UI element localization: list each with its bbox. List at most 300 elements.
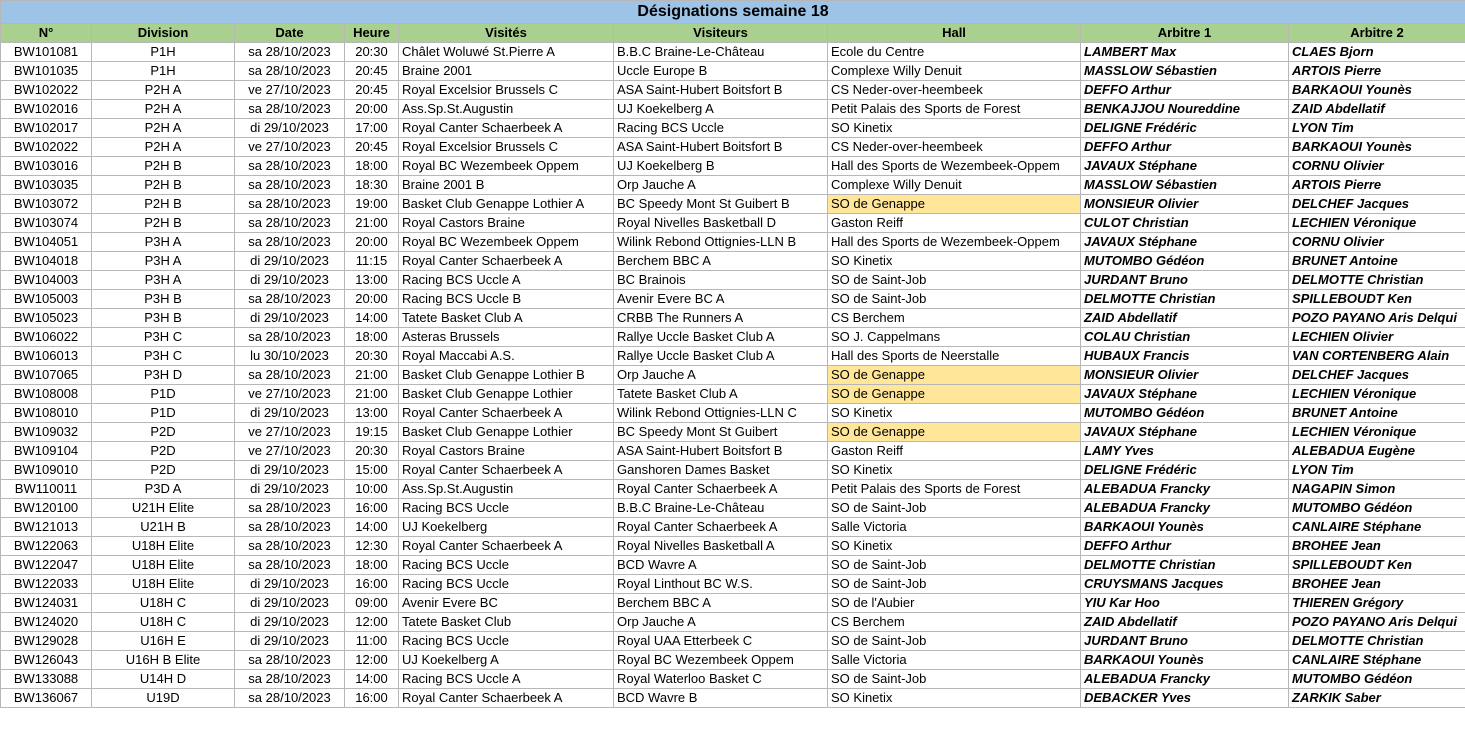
- cell-time[interactable]: 15:00: [345, 461, 399, 480]
- cell-ref2[interactable]: ALEBADUA Eugène: [1289, 442, 1465, 461]
- cell-date[interactable]: sa 28/10/2023: [235, 195, 345, 214]
- cell-time[interactable]: 16:00: [345, 575, 399, 594]
- cell-away[interactable]: Royal Nivelles Basketball D: [614, 214, 828, 233]
- cell-ref1[interactable]: MASSLOW Sébastien: [1081, 62, 1289, 81]
- cell-ref2[interactable]: DELCHEF Jacques: [1289, 366, 1465, 385]
- cell-away[interactable]: BC Brainois: [614, 271, 828, 290]
- cell-num[interactable]: BW122033: [1, 575, 92, 594]
- cell-time[interactable]: 10:00: [345, 480, 399, 499]
- cell-num[interactable]: BW121013: [1, 518, 92, 537]
- cell-date[interactable]: di 29/10/2023: [235, 461, 345, 480]
- cell-hall[interactable]: SO de Saint-Job: [828, 575, 1081, 594]
- cell-date[interactable]: sa 28/10/2023: [235, 290, 345, 309]
- cell-division[interactable]: P3H A: [92, 252, 235, 271]
- cell-division[interactable]: P3H A: [92, 233, 235, 252]
- cell-division[interactable]: P3H C: [92, 328, 235, 347]
- cell-ref1[interactable]: DELMOTTE Christian: [1081, 290, 1289, 309]
- cell-ref2[interactable]: ZAID Abdellatif: [1289, 100, 1465, 119]
- cell-time[interactable]: 21:00: [345, 214, 399, 233]
- cell-num[interactable]: BW103072: [1, 195, 92, 214]
- cell-hall[interactable]: SO de Saint-Job: [828, 670, 1081, 689]
- cell-ref2[interactable]: DELMOTTE Christian: [1289, 271, 1465, 290]
- cell-date[interactable]: sa 28/10/2023: [235, 366, 345, 385]
- cell-num[interactable]: BW122047: [1, 556, 92, 575]
- cell-home[interactable]: Royal BC Wezembeek Oppem: [399, 233, 614, 252]
- cell-ref2[interactable]: BRUNET Antoine: [1289, 252, 1465, 271]
- cell-home[interactable]: Châlet Woluwé St.Pierre A: [399, 43, 614, 62]
- cell-ref2[interactable]: DELCHEF Jacques: [1289, 195, 1465, 214]
- cell-ref1[interactable]: COLAU Christian: [1081, 328, 1289, 347]
- cell-ref2[interactable]: POZO PAYANO Aris Delqui: [1289, 309, 1465, 328]
- cell-hall[interactable]: SO de l'Aubier: [828, 594, 1081, 613]
- cell-ref1[interactable]: DEFFO Arthur: [1081, 138, 1289, 157]
- cell-date[interactable]: sa 28/10/2023: [235, 328, 345, 347]
- cell-hall[interactable]: SO de Genappe: [828, 366, 1081, 385]
- cell-time[interactable]: 21:00: [345, 385, 399, 404]
- cell-date[interactable]: sa 28/10/2023: [235, 499, 345, 518]
- cell-num[interactable]: BW102022: [1, 81, 92, 100]
- cell-away[interactable]: BC Speedy Mont St Guibert B: [614, 195, 828, 214]
- cell-ref1[interactable]: ALEBADUA Francky: [1081, 670, 1289, 689]
- cell-ref2[interactable]: MUTOMBO Gédéon: [1289, 499, 1465, 518]
- cell-ref2[interactable]: BROHEE Jean: [1289, 575, 1465, 594]
- cell-ref2[interactable]: SPILLEBOUDT Ken: [1289, 290, 1465, 309]
- cell-ref1[interactable]: BARKAOUI Younès: [1081, 651, 1289, 670]
- cell-time[interactable]: 20:30: [345, 347, 399, 366]
- cell-time[interactable]: 12:00: [345, 651, 399, 670]
- cell-division[interactable]: U21H B: [92, 518, 235, 537]
- cell-ref2[interactable]: CORNU Olivier: [1289, 233, 1465, 252]
- cell-home[interactable]: Royal Canter Schaerbeek A: [399, 252, 614, 271]
- cell-num[interactable]: BW124031: [1, 594, 92, 613]
- cell-hall[interactable]: SO J. Cappelmans: [828, 328, 1081, 347]
- cell-date[interactable]: sa 28/10/2023: [235, 670, 345, 689]
- cell-away[interactable]: Tatete Basket Club A: [614, 385, 828, 404]
- cell-time[interactable]: 12:00: [345, 613, 399, 632]
- cell-away[interactable]: Orp Jauche A: [614, 366, 828, 385]
- cell-hall[interactable]: SO Kinetix: [828, 537, 1081, 556]
- cell-ref2[interactable]: LYON Tim: [1289, 461, 1465, 480]
- cell-away[interactable]: Royal Waterloo Basket C: [614, 670, 828, 689]
- cell-ref2[interactable]: ZARKIK Saber: [1289, 689, 1465, 708]
- cell-hall[interactable]: Petit Palais des Sports de Forest: [828, 100, 1081, 119]
- cell-away[interactable]: Rallye Uccle Basket Club A: [614, 347, 828, 366]
- cell-home[interactable]: Tatete Basket Club: [399, 613, 614, 632]
- cell-away[interactable]: Racing BCS Uccle: [614, 119, 828, 138]
- cell-time[interactable]: 16:00: [345, 499, 399, 518]
- cell-date[interactable]: lu 30/10/2023: [235, 347, 345, 366]
- cell-away[interactable]: Orp Jauche A: [614, 613, 828, 632]
- cell-hall[interactable]: Petit Palais des Sports de Forest: [828, 480, 1081, 499]
- cell-home[interactable]: Racing BCS Uccle: [399, 575, 614, 594]
- cell-division[interactable]: P1H: [92, 43, 235, 62]
- cell-time[interactable]: 19:15: [345, 423, 399, 442]
- cell-division[interactable]: U18H Elite: [92, 556, 235, 575]
- cell-hall[interactable]: SO Kinetix: [828, 252, 1081, 271]
- cell-ref1[interactable]: JAVAUX Stéphane: [1081, 157, 1289, 176]
- cell-num[interactable]: BW104003: [1, 271, 92, 290]
- cell-date[interactable]: sa 28/10/2023: [235, 157, 345, 176]
- cell-away[interactable]: Berchem BBC A: [614, 252, 828, 271]
- cell-num[interactable]: BW107065: [1, 366, 92, 385]
- cell-time[interactable]: 20:45: [345, 62, 399, 81]
- cell-ref1[interactable]: JAVAUX Stéphane: [1081, 233, 1289, 252]
- cell-ref1[interactable]: LAMY Yves: [1081, 442, 1289, 461]
- cell-away[interactable]: Royal UAA Etterbeek C: [614, 632, 828, 651]
- cell-home[interactable]: Ass.Sp.St.Augustin: [399, 100, 614, 119]
- cell-date[interactable]: di 29/10/2023: [235, 404, 345, 423]
- cell-date[interactable]: di 29/10/2023: [235, 575, 345, 594]
- cell-hall[interactable]: SO de Saint-Job: [828, 632, 1081, 651]
- header-home[interactable]: Visités: [399, 24, 614, 43]
- cell-division[interactable]: U18H C: [92, 613, 235, 632]
- cell-date[interactable]: sa 28/10/2023: [235, 62, 345, 81]
- cell-away[interactable]: Wilink Rebond Ottignies-LLN B: [614, 233, 828, 252]
- cell-away[interactable]: Royal Canter Schaerbeek A: [614, 480, 828, 499]
- cell-home[interactable]: Royal Excelsior Brussels C: [399, 138, 614, 157]
- cell-ref2[interactable]: NAGAPIN Simon: [1289, 480, 1465, 499]
- cell-ref2[interactable]: BARKAOUI Younès: [1289, 81, 1465, 100]
- cell-home[interactable]: Royal Canter Schaerbeek A: [399, 119, 614, 138]
- cell-division[interactable]: U19D: [92, 689, 235, 708]
- cell-time[interactable]: 19:00: [345, 195, 399, 214]
- cell-time[interactable]: 21:00: [345, 366, 399, 385]
- cell-ref2[interactable]: BROHEE Jean: [1289, 537, 1465, 556]
- cell-ref1[interactable]: DEFFO Arthur: [1081, 537, 1289, 556]
- cell-hall[interactable]: Hall des Sports de Neerstalle: [828, 347, 1081, 366]
- cell-hall[interactable]: CS Neder-over-heembeek: [828, 138, 1081, 157]
- cell-time[interactable]: 11:15: [345, 252, 399, 271]
- cell-division[interactable]: P1D: [92, 385, 235, 404]
- cell-time[interactable]: 13:00: [345, 271, 399, 290]
- cell-away[interactable]: BC Speedy Mont St Guibert: [614, 423, 828, 442]
- cell-num[interactable]: BW103016: [1, 157, 92, 176]
- cell-ref2[interactable]: SPILLEBOUDT Ken: [1289, 556, 1465, 575]
- cell-date[interactable]: sa 28/10/2023: [235, 537, 345, 556]
- cell-ref2[interactable]: DELMOTTE Christian: [1289, 632, 1465, 651]
- cell-home[interactable]: Racing BCS Uccle B: [399, 290, 614, 309]
- cell-time[interactable]: 16:00: [345, 689, 399, 708]
- header-ref2[interactable]: Arbitre 2: [1289, 24, 1465, 43]
- cell-num[interactable]: BW110011: [1, 480, 92, 499]
- cell-away[interactable]: Royal Canter Schaerbeek A: [614, 518, 828, 537]
- cell-ref1[interactable]: LAMBERT Max: [1081, 43, 1289, 62]
- cell-date[interactable]: di 29/10/2023: [235, 480, 345, 499]
- cell-date[interactable]: di 29/10/2023: [235, 271, 345, 290]
- cell-time[interactable]: 18:00: [345, 157, 399, 176]
- cell-division[interactable]: P2H B: [92, 195, 235, 214]
- cell-ref1[interactable]: DEBACKER Yves: [1081, 689, 1289, 708]
- cell-away[interactable]: Orp Jauche A: [614, 176, 828, 195]
- cell-num[interactable]: BW109010: [1, 461, 92, 480]
- cell-hall[interactable]: Hall des Sports de Wezembeek-Oppem: [828, 233, 1081, 252]
- cell-home[interactable]: Racing BCS Uccle: [399, 499, 614, 518]
- cell-ref2[interactable]: POZO PAYANO Aris Delqui: [1289, 613, 1465, 632]
- cell-date[interactable]: ve 27/10/2023: [235, 423, 345, 442]
- cell-ref1[interactable]: JAVAUX Stéphane: [1081, 423, 1289, 442]
- cell-ref1[interactable]: JURDANT Bruno: [1081, 271, 1289, 290]
- cell-division[interactable]: P2D: [92, 423, 235, 442]
- cell-time[interactable]: 18:30: [345, 176, 399, 195]
- cell-time[interactable]: 18:00: [345, 556, 399, 575]
- header-ref1[interactable]: Arbitre 1: [1081, 24, 1289, 43]
- cell-num[interactable]: BW136067: [1, 689, 92, 708]
- cell-away[interactable]: CRBB The Runners A: [614, 309, 828, 328]
- cell-num[interactable]: BW105003: [1, 290, 92, 309]
- header-date[interactable]: Date: [235, 24, 345, 43]
- cell-division[interactable]: U18H Elite: [92, 575, 235, 594]
- cell-num[interactable]: BW105023: [1, 309, 92, 328]
- cell-date[interactable]: ve 27/10/2023: [235, 385, 345, 404]
- cell-num[interactable]: BW124020: [1, 613, 92, 632]
- cell-ref2[interactable]: LECHIEN Véronique: [1289, 423, 1465, 442]
- cell-ref2[interactable]: CANLAIRE Stéphane: [1289, 651, 1465, 670]
- cell-hall[interactable]: SO de Saint-Job: [828, 271, 1081, 290]
- cell-away[interactable]: Wilink Rebond Ottignies-LLN C: [614, 404, 828, 423]
- cell-away[interactable]: ASA Saint-Hubert Boitsfort B: [614, 442, 828, 461]
- cell-division[interactable]: P3H B: [92, 290, 235, 309]
- cell-hall[interactable]: SO de Genappe: [828, 423, 1081, 442]
- cell-home[interactable]: Basket Club Genappe Lothier B: [399, 366, 614, 385]
- cell-hall[interactable]: Gaston Reiff: [828, 214, 1081, 233]
- cell-division[interactable]: P3H D: [92, 366, 235, 385]
- cell-num[interactable]: BW106013: [1, 347, 92, 366]
- cell-hall[interactable]: SO de Genappe: [828, 385, 1081, 404]
- cell-away[interactable]: BCD Wavre B: [614, 689, 828, 708]
- cell-hall[interactable]: SO Kinetix: [828, 404, 1081, 423]
- cell-ref2[interactable]: BARKAOUI Younès: [1289, 138, 1465, 157]
- cell-division[interactable]: U16H E: [92, 632, 235, 651]
- cell-home[interactable]: Racing BCS Uccle: [399, 556, 614, 575]
- cell-ref1[interactable]: DEFFO Arthur: [1081, 81, 1289, 100]
- cell-away[interactable]: B.B.C Braine-Le-Château: [614, 43, 828, 62]
- cell-home[interactable]: Royal BC Wezembeek Oppem: [399, 157, 614, 176]
- cell-hall[interactable]: Salle Victoria: [828, 651, 1081, 670]
- cell-date[interactable]: di 29/10/2023: [235, 594, 345, 613]
- cell-home[interactable]: Braine 2001: [399, 62, 614, 81]
- cell-home[interactable]: Royal Canter Schaerbeek A: [399, 461, 614, 480]
- cell-home[interactable]: Royal Canter Schaerbeek A: [399, 537, 614, 556]
- cell-date[interactable]: di 29/10/2023: [235, 119, 345, 138]
- cell-ref2[interactable]: CLAES Bjorn: [1289, 43, 1465, 62]
- cell-ref1[interactable]: DELIGNE Frédéric: [1081, 461, 1289, 480]
- cell-num[interactable]: BW103074: [1, 214, 92, 233]
- cell-away[interactable]: Ganshoren Dames Basket: [614, 461, 828, 480]
- cell-time[interactable]: 20:00: [345, 100, 399, 119]
- cell-division[interactable]: U18H C: [92, 594, 235, 613]
- cell-away[interactable]: ASA Saint-Hubert Boitsfort B: [614, 81, 828, 100]
- cell-home[interactable]: Royal Maccabi A.S.: [399, 347, 614, 366]
- cell-ref1[interactable]: DELIGNE Frédéric: [1081, 119, 1289, 138]
- cell-ref1[interactable]: MUTOMBO Gédéon: [1081, 404, 1289, 423]
- cell-num[interactable]: BW101035: [1, 62, 92, 81]
- sheet-title[interactable]: Désignations semaine 18: [1, 1, 1465, 24]
- cell-division[interactable]: P2H B: [92, 176, 235, 195]
- cell-ref2[interactable]: ARTOIS Pierre: [1289, 62, 1465, 81]
- cell-hall[interactable]: Gaston Reiff: [828, 442, 1081, 461]
- cell-num[interactable]: BW122063: [1, 537, 92, 556]
- cell-time[interactable]: 20:30: [345, 43, 399, 62]
- cell-num[interactable]: BW104018: [1, 252, 92, 271]
- cell-ref1[interactable]: CRUYSMANS Jacques: [1081, 575, 1289, 594]
- cell-home[interactable]: Asteras Brussels: [399, 328, 614, 347]
- cell-time[interactable]: 18:00: [345, 328, 399, 347]
- cell-time[interactable]: 14:00: [345, 518, 399, 537]
- cell-num[interactable]: BW101081: [1, 43, 92, 62]
- cell-ref1[interactable]: YIU Kar Hoo: [1081, 594, 1289, 613]
- cell-num[interactable]: BW102016: [1, 100, 92, 119]
- cell-division[interactable]: U18H Elite: [92, 537, 235, 556]
- cell-home[interactable]: Braine 2001 B: [399, 176, 614, 195]
- cell-hall[interactable]: SO de Saint-Job: [828, 499, 1081, 518]
- cell-ref1[interactable]: HUBAUX Francis: [1081, 347, 1289, 366]
- cell-home[interactable]: Racing BCS Uccle A: [399, 271, 614, 290]
- cell-away[interactable]: Berchem BBC A: [614, 594, 828, 613]
- cell-num[interactable]: BW106022: [1, 328, 92, 347]
- cell-time[interactable]: 20:00: [345, 233, 399, 252]
- cell-hall[interactable]: Complexe Willy Denuit: [828, 176, 1081, 195]
- cell-away[interactable]: ASA Saint-Hubert Boitsfort B: [614, 138, 828, 157]
- cell-away[interactable]: B.B.C Braine-Le-Château: [614, 499, 828, 518]
- header-division[interactable]: Division: [92, 24, 235, 43]
- cell-division[interactable]: P2D: [92, 442, 235, 461]
- cell-date[interactable]: di 29/10/2023: [235, 309, 345, 328]
- cell-division[interactable]: P2H B: [92, 214, 235, 233]
- cell-ref1[interactable]: MONSIEUR Olivier: [1081, 366, 1289, 385]
- cell-date[interactable]: sa 28/10/2023: [235, 689, 345, 708]
- cell-time[interactable]: 09:00: [345, 594, 399, 613]
- cell-ref2[interactable]: LECHIEN Olivier: [1289, 328, 1465, 347]
- cell-date[interactable]: sa 28/10/2023: [235, 43, 345, 62]
- cell-away[interactable]: Uccle Europe B: [614, 62, 828, 81]
- cell-ref1[interactable]: ZAID Abdellatif: [1081, 613, 1289, 632]
- cell-home[interactable]: UJ Koekelberg: [399, 518, 614, 537]
- cell-ref2[interactable]: MUTOMBO Gédéon: [1289, 670, 1465, 689]
- cell-ref2[interactable]: ARTOIS Pierre: [1289, 176, 1465, 195]
- cell-date[interactable]: di 29/10/2023: [235, 632, 345, 651]
- cell-division[interactable]: P2H B: [92, 157, 235, 176]
- header-hall[interactable]: Hall: [828, 24, 1081, 43]
- cell-hall[interactable]: CS Berchem: [828, 309, 1081, 328]
- cell-home[interactable]: Basket Club Genappe Lothier: [399, 385, 614, 404]
- cell-hall[interactable]: Salle Victoria: [828, 518, 1081, 537]
- cell-ref1[interactable]: BENKAJJOU Noureddine: [1081, 100, 1289, 119]
- cell-date[interactable]: sa 28/10/2023: [235, 556, 345, 575]
- header-num[interactable]: N°: [1, 24, 92, 43]
- cell-home[interactable]: Avenir Evere BC: [399, 594, 614, 613]
- cell-away[interactable]: UJ Koekelberg A: [614, 100, 828, 119]
- cell-division[interactable]: P3D A: [92, 480, 235, 499]
- cell-division[interactable]: P2H A: [92, 138, 235, 157]
- cell-date[interactable]: sa 28/10/2023: [235, 100, 345, 119]
- cell-hall[interactable]: Ecole du Centre: [828, 43, 1081, 62]
- cell-ref2[interactable]: CORNU Olivier: [1289, 157, 1465, 176]
- cell-away[interactable]: Royal Linthout BC W.S.: [614, 575, 828, 594]
- cell-hall[interactable]: CS Neder-over-heembeek: [828, 81, 1081, 100]
- cell-hall[interactable]: SO Kinetix: [828, 461, 1081, 480]
- cell-num[interactable]: BW133088: [1, 670, 92, 689]
- cell-date[interactable]: sa 28/10/2023: [235, 233, 345, 252]
- cell-home[interactable]: Ass.Sp.St.Augustin: [399, 480, 614, 499]
- cell-hall[interactable]: Complexe Willy Denuit: [828, 62, 1081, 81]
- cell-date[interactable]: sa 28/10/2023: [235, 518, 345, 537]
- cell-num[interactable]: BW102022: [1, 138, 92, 157]
- cell-ref1[interactable]: MUTOMBO Gédéon: [1081, 252, 1289, 271]
- cell-away[interactable]: Rallye Uccle Basket Club A: [614, 328, 828, 347]
- cell-num[interactable]: BW108010: [1, 404, 92, 423]
- cell-num[interactable]: BW108008: [1, 385, 92, 404]
- cell-division[interactable]: U14H D: [92, 670, 235, 689]
- cell-time[interactable]: 20:45: [345, 81, 399, 100]
- cell-division[interactable]: P1D: [92, 404, 235, 423]
- cell-time[interactable]: 20:00: [345, 290, 399, 309]
- cell-division[interactable]: P3H B: [92, 309, 235, 328]
- cell-home[interactable]: Basket Club Genappe Lothier: [399, 423, 614, 442]
- cell-date[interactable]: ve 27/10/2023: [235, 81, 345, 100]
- cell-time[interactable]: 20:30: [345, 442, 399, 461]
- cell-date[interactable]: di 29/10/2023: [235, 613, 345, 632]
- cell-num[interactable]: BW102017: [1, 119, 92, 138]
- cell-home[interactable]: Royal Castors Braine: [399, 442, 614, 461]
- cell-home[interactable]: Royal Excelsior Brussels C: [399, 81, 614, 100]
- cell-division[interactable]: U16H B Elite: [92, 651, 235, 670]
- cell-ref2[interactable]: CANLAIRE Stéphane: [1289, 518, 1465, 537]
- cell-ref2[interactable]: LYON Tim: [1289, 119, 1465, 138]
- cell-time[interactable]: 13:00: [345, 404, 399, 423]
- cell-hall[interactable]: Hall des Sports de Wezembeek-Oppem: [828, 157, 1081, 176]
- cell-num[interactable]: BW104051: [1, 233, 92, 252]
- cell-ref1[interactable]: CULOT Christian: [1081, 214, 1289, 233]
- cell-hall[interactable]: SO de Saint-Job: [828, 290, 1081, 309]
- cell-ref1[interactable]: JURDANT Bruno: [1081, 632, 1289, 651]
- cell-num[interactable]: BW109032: [1, 423, 92, 442]
- cell-num[interactable]: BW109104: [1, 442, 92, 461]
- cell-date[interactable]: ve 27/10/2023: [235, 138, 345, 157]
- cell-away[interactable]: Avenir Evere BC A: [614, 290, 828, 309]
- cell-time[interactable]: 11:00: [345, 632, 399, 651]
- cell-home[interactable]: Racing BCS Uccle A: [399, 670, 614, 689]
- cell-time[interactable]: 12:30: [345, 537, 399, 556]
- cell-ref2[interactable]: VAN CORTENBERG Alain: [1289, 347, 1465, 366]
- cell-division[interactable]: P2H A: [92, 100, 235, 119]
- cell-division[interactable]: P2H A: [92, 119, 235, 138]
- cell-home[interactable]: UJ Koekelberg A: [399, 651, 614, 670]
- cell-date[interactable]: di 29/10/2023: [235, 252, 345, 271]
- cell-ref1[interactable]: DELMOTTE Christian: [1081, 556, 1289, 575]
- cell-home[interactable]: Royal Castors Braine: [399, 214, 614, 233]
- cell-home[interactable]: Tatete Basket Club A: [399, 309, 614, 328]
- cell-date[interactable]: sa 28/10/2023: [235, 176, 345, 195]
- cell-hall[interactable]: SO Kinetix: [828, 689, 1081, 708]
- cell-home[interactable]: Racing BCS Uccle: [399, 632, 614, 651]
- cell-hall[interactable]: CS Berchem: [828, 613, 1081, 632]
- cell-ref2[interactable]: LECHIEN Véronique: [1289, 214, 1465, 233]
- cell-ref1[interactable]: MASSLOW Sébastien: [1081, 176, 1289, 195]
- cell-hall[interactable]: SO de Saint-Job: [828, 556, 1081, 575]
- header-time[interactable]: Heure: [345, 24, 399, 43]
- cell-num[interactable]: BW126043: [1, 651, 92, 670]
- cell-home[interactable]: Royal Canter Schaerbeek A: [399, 689, 614, 708]
- cell-num[interactable]: BW103035: [1, 176, 92, 195]
- cell-division[interactable]: P2H A: [92, 81, 235, 100]
- cell-ref1[interactable]: ALEBADUA Francky: [1081, 499, 1289, 518]
- cell-home[interactable]: Basket Club Genappe Lothier A: [399, 195, 614, 214]
- cell-away[interactable]: BCD Wavre A: [614, 556, 828, 575]
- cell-ref1[interactable]: BARKAOUI Younès: [1081, 518, 1289, 537]
- cell-num[interactable]: BW129028: [1, 632, 92, 651]
- cell-time[interactable]: 14:00: [345, 670, 399, 689]
- cell-date[interactable]: sa 28/10/2023: [235, 214, 345, 233]
